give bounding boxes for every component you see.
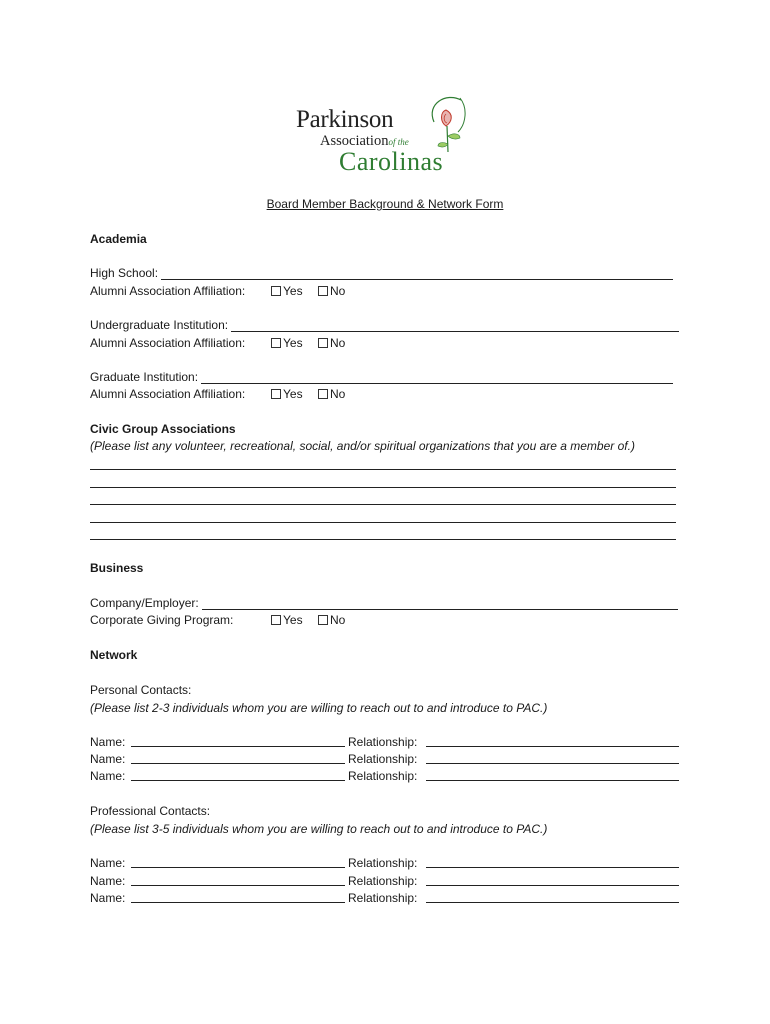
alumni-label-3: Alumni Association Affiliation: <box>90 387 246 401</box>
name-input-line[interactable] <box>131 891 345 903</box>
company-input-line[interactable] <box>202 598 678 610</box>
name-input-line[interactable] <box>131 874 345 886</box>
logo-small-text: of the <box>388 137 409 147</box>
yes-label: Yes <box>283 336 303 350</box>
high-school-field[interactable] <box>90 266 673 280</box>
logo-line-1: Parkinson <box>296 106 394 133</box>
rose-icon <box>416 92 476 177</box>
checkbox-icon[interactable] <box>318 286 328 296</box>
yes-label: Yes <box>283 613 303 627</box>
checkbox-icon[interactable] <box>318 389 328 399</box>
professional-contacts-instruction: (Please list 3-5 individuals whom you are willing to reach out to and introduce to PAC.) <box>90 822 548 836</box>
name-input-line[interactable] <box>131 752 345 764</box>
undergrad-label: Undergraduate Institution: <box>90 318 229 332</box>
relationship-input-line[interactable] <box>426 856 679 868</box>
academia-heading: Academia <box>90 232 147 246</box>
civic-input-line-3[interactable] <box>90 503 676 505</box>
no-label: No <box>330 613 346 627</box>
civic-instruction: (Please list any volunteer, recreational, social, and/or spiritual organizations that you are a member of.) <box>90 439 635 453</box>
civic-input-line-1[interactable] <box>90 468 676 470</box>
civic-input-line-2[interactable] <box>90 486 676 488</box>
giving-yes[interactable] <box>271 613 303 627</box>
graduate-label: Graduate Institution: <box>90 370 199 384</box>
name-label: Name: <box>90 752 126 766</box>
high-school-input-line[interactable] <box>161 268 673 280</box>
logo-line-3: Carolinas <box>339 147 444 176</box>
relationship-label: Relationship: <box>348 874 418 888</box>
network-heading: Network <box>90 648 138 662</box>
organization-logo <box>296 92 476 182</box>
yes-label: Yes <box>283 284 303 298</box>
relationship-label: Relationship: <box>348 769 418 783</box>
checkbox-icon[interactable] <box>271 389 281 399</box>
relationship-label: Relationship: <box>348 856 418 870</box>
personal-contacts-instruction: (Please list 2-3 individuals whom you are willing to reach out to and introduce to PAC.) <box>90 701 548 715</box>
logo-line-2: Associationof the <box>320 133 409 149</box>
alumni-yes-3[interactable] <box>271 387 303 401</box>
corporate-giving-label: Corporate Giving Program: <box>90 613 234 627</box>
no-label: No <box>330 336 346 350</box>
relationship-input-line[interactable] <box>426 769 679 781</box>
graduate-input-line[interactable] <box>201 372 673 384</box>
yes-label: Yes <box>283 387 303 401</box>
name-input-line[interactable] <box>131 769 345 781</box>
checkbox-icon[interactable] <box>318 615 328 625</box>
name-label: Name: <box>90 856 126 870</box>
relationship-label: Relationship: <box>348 735 418 749</box>
business-heading: Business <box>90 561 144 575</box>
alumni-no-3[interactable] <box>318 387 345 401</box>
name-label: Name: <box>90 769 126 783</box>
company-field[interactable] <box>90 596 678 610</box>
personal-contacts-label: Personal Contacts: <box>90 683 192 697</box>
alumni-label-1: Alumni Association Affiliation: <box>90 284 246 298</box>
civic-input-line-4[interactable] <box>90 521 676 523</box>
alumni-yes-1[interactable] <box>271 284 303 298</box>
form-title: Board Member Background & Network Form <box>266 197 504 211</box>
high-school-label: High School: <box>90 266 159 280</box>
relationship-input-line[interactable] <box>426 874 679 886</box>
giving-no[interactable] <box>318 613 345 627</box>
professional-contacts-label: Professional Contacts: <box>90 804 211 818</box>
name-label: Name: <box>90 735 126 749</box>
no-label: No <box>330 284 346 298</box>
name-input-line[interactable] <box>131 735 345 747</box>
civic-input-line-5[interactable] <box>90 538 676 540</box>
alumni-no-2[interactable] <box>318 336 345 350</box>
relationship-input-line[interactable] <box>426 891 679 903</box>
undergrad-field[interactable] <box>90 318 679 332</box>
name-label: Name: <box>90 891 126 905</box>
relationship-label: Relationship: <box>348 891 418 905</box>
alumni-label-2: Alumni Association Affiliation: <box>90 336 246 350</box>
checkbox-icon[interactable] <box>318 338 328 348</box>
relationship-input-line[interactable] <box>426 735 679 747</box>
undergrad-input-line[interactable] <box>231 320 679 332</box>
civic-heading: Civic Group Associations <box>90 422 236 436</box>
alumni-no-1[interactable] <box>318 284 345 298</box>
name-label: Name: <box>90 874 126 888</box>
company-label: Company/Employer: <box>90 596 199 610</box>
checkbox-icon[interactable] <box>271 615 281 625</box>
no-label: No <box>330 387 346 401</box>
alumni-yes-2[interactable] <box>271 336 303 350</box>
relationship-input-line[interactable] <box>426 752 679 764</box>
name-input-line[interactable] <box>131 856 345 868</box>
checkbox-icon[interactable] <box>271 338 281 348</box>
relationship-label: Relationship: <box>348 752 418 766</box>
checkbox-icon[interactable] <box>271 286 281 296</box>
graduate-field[interactable] <box>90 370 673 384</box>
